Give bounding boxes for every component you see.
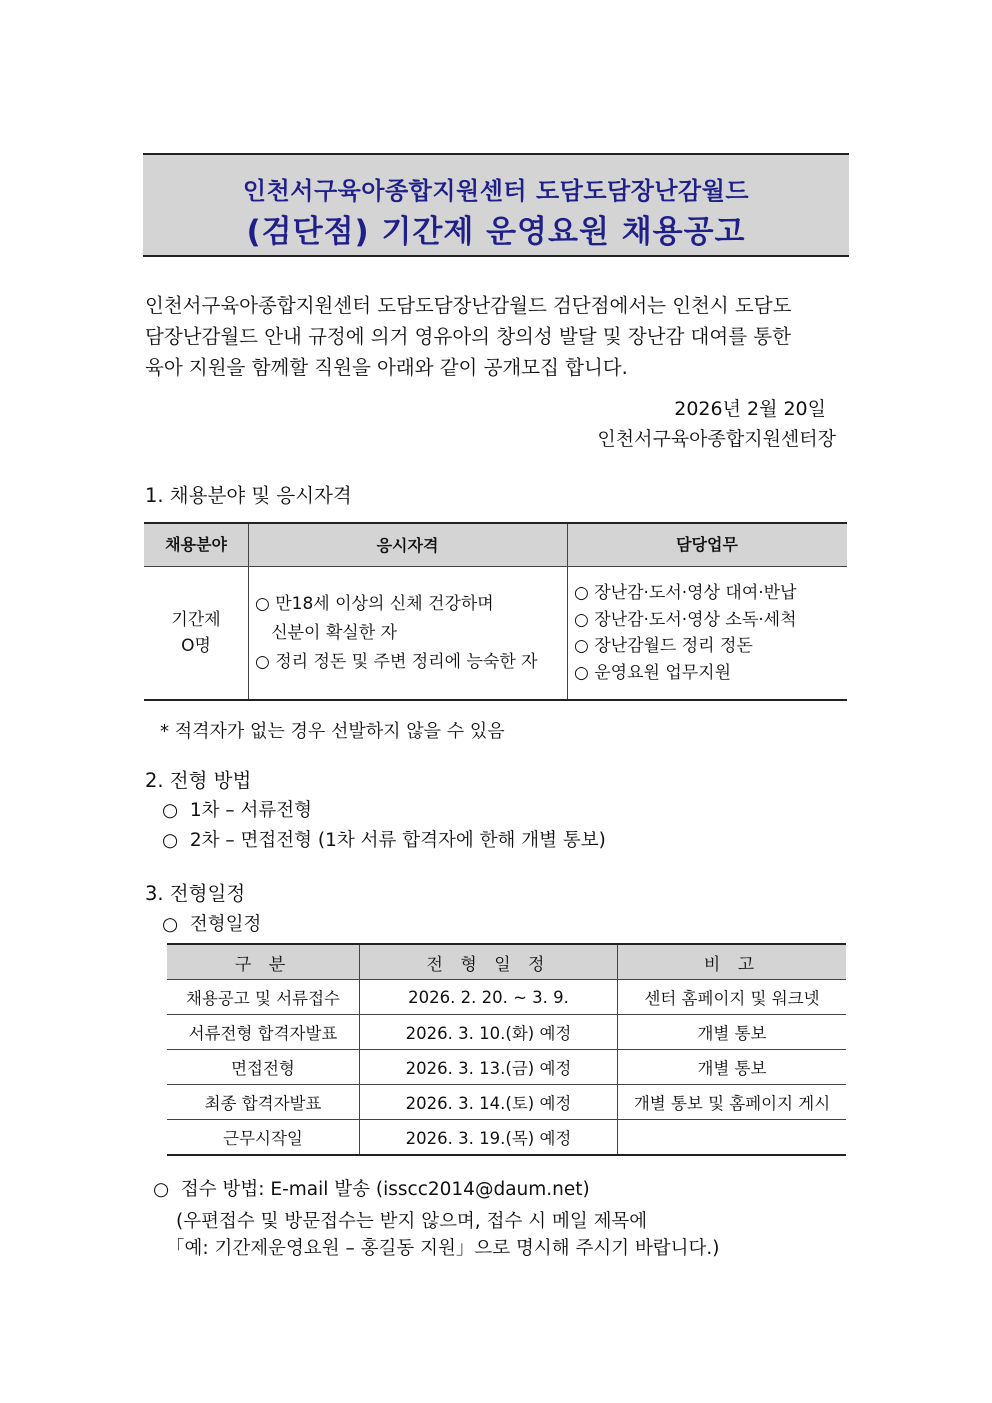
table-header: 구 분 xyxy=(167,944,360,980)
intro-line: 인천서구육아종합지원센터 도담도담장난감월드 검단점에서는 인천시 도담도 xyxy=(145,294,792,317)
section-2-heading: 2. 전형 방법 xyxy=(145,769,252,792)
table-header: 전 형 일 정 xyxy=(360,944,618,980)
title-banner xyxy=(143,153,849,257)
table-cell: 2026. 2. 20. ~ 3. 9. xyxy=(360,980,618,1015)
table-cell: 2026. 3. 19.(목) 예정 xyxy=(360,1120,618,1156)
table-cell: 2026. 3. 10.(화) 예정 xyxy=(360,1015,618,1050)
method-item: ○ 2차 – 면접전형 (1차 서류 합격자에 한해 개별 통보) xyxy=(162,830,606,851)
announcement-date: 2026년 2월 20일 xyxy=(674,398,826,420)
duty-cell xyxy=(568,567,848,701)
field-count: O명 xyxy=(181,636,211,656)
intro-line: 육아 지원을 함께할 직원을 아래와 같이 공개모집 합니다. xyxy=(145,356,628,379)
application-method: ○ 접수 방법: E-mail 발송 (isscc2014@daum.net) xyxy=(153,1179,590,1200)
table-header: 담당업무 xyxy=(568,523,848,567)
table-cell: 개별 통보 xyxy=(618,1050,847,1085)
duty-item: ○ 장난감·도서·영상 대여·반납 xyxy=(574,583,797,603)
schedule-table xyxy=(167,943,846,1156)
table-cell: 개별 통보 xyxy=(618,1015,847,1050)
table-cell: 2026. 3. 13.(금) 예정 xyxy=(360,1050,618,1085)
table-row xyxy=(167,1120,846,1156)
section-3-heading: 3. 전형일정 xyxy=(145,882,246,905)
field-type: 기간제 xyxy=(171,610,221,630)
table-row xyxy=(167,1050,846,1085)
table-cell: 근무시작일 xyxy=(167,1120,360,1156)
method-item: ○ 1차 – 서류전형 xyxy=(162,800,313,821)
qualification-item: ○ 정리 정돈 및 주변 정리에 능숙한 자 xyxy=(255,651,538,672)
table-row xyxy=(167,980,846,1015)
title-line-2: (검단점) 기간제 운영요원 채용공고 xyxy=(246,214,746,250)
table-cell: 2026. 3. 14.(토) 예정 xyxy=(360,1085,618,1120)
application-note-line: 「예: 기간제운영요원 – 홍길동 지원」으로 명시해 주시기 바랍니다.) xyxy=(166,1238,720,1259)
table-row xyxy=(167,1015,846,1050)
qualification-table xyxy=(144,522,847,701)
schedule-subheading: ○ 전형일정 xyxy=(162,914,262,935)
qualification-item: ○ 만18세 이상의 신체 건강하며 xyxy=(255,593,494,614)
section-1-heading: 1. 채용분야 및 응시자격 xyxy=(145,484,352,507)
table-cell: 서류전형 합격자발표 xyxy=(167,1015,360,1050)
table-cell xyxy=(618,1120,847,1156)
field-cell xyxy=(144,567,249,701)
table-header: 채용분야 xyxy=(144,523,249,567)
duty-item: ○ 장난감월드 정리 정돈 xyxy=(574,636,753,656)
table-cell: 채용공고 및 서류접수 xyxy=(167,980,360,1015)
table-cell: 면접전형 xyxy=(167,1050,360,1085)
table-row xyxy=(167,1085,846,1120)
signer: 인천서구육아종합지원센터장 xyxy=(597,428,836,450)
intro-line: 담장난감월드 안내 규정에 의거 영유아의 창의성 발달 및 장난감 대여를 통한 xyxy=(145,325,791,348)
table-header: 응시자격 xyxy=(249,523,568,567)
table-header: 비 고 xyxy=(618,944,847,980)
title-line-1: 인천서구육아종합지원센터 도담도담장난감월드 xyxy=(242,177,750,205)
duty-item: ○ 장난감·도서·영상 소독·세척 xyxy=(574,609,797,630)
application-note-line: (우편접수 및 방문접수는 받지 않으며, 접수 시 메일 제목에 xyxy=(176,1211,648,1232)
qualification-item: 신분이 확실한 자 xyxy=(255,622,397,643)
table-cell: 최종 합격자발표 xyxy=(167,1085,360,1120)
table-cell: 개별 통보 및 홈페이지 게시 xyxy=(618,1085,847,1120)
intro-paragraph xyxy=(145,290,849,383)
table-cell: 센터 홈페이지 및 워크넷 xyxy=(618,980,847,1015)
selection-note: * 적격자가 없는 경우 선발하지 않을 수 있음 xyxy=(160,721,505,742)
qualification-cell xyxy=(249,567,568,701)
duty-item: ○ 운영요원 업무지원 xyxy=(574,662,732,683)
